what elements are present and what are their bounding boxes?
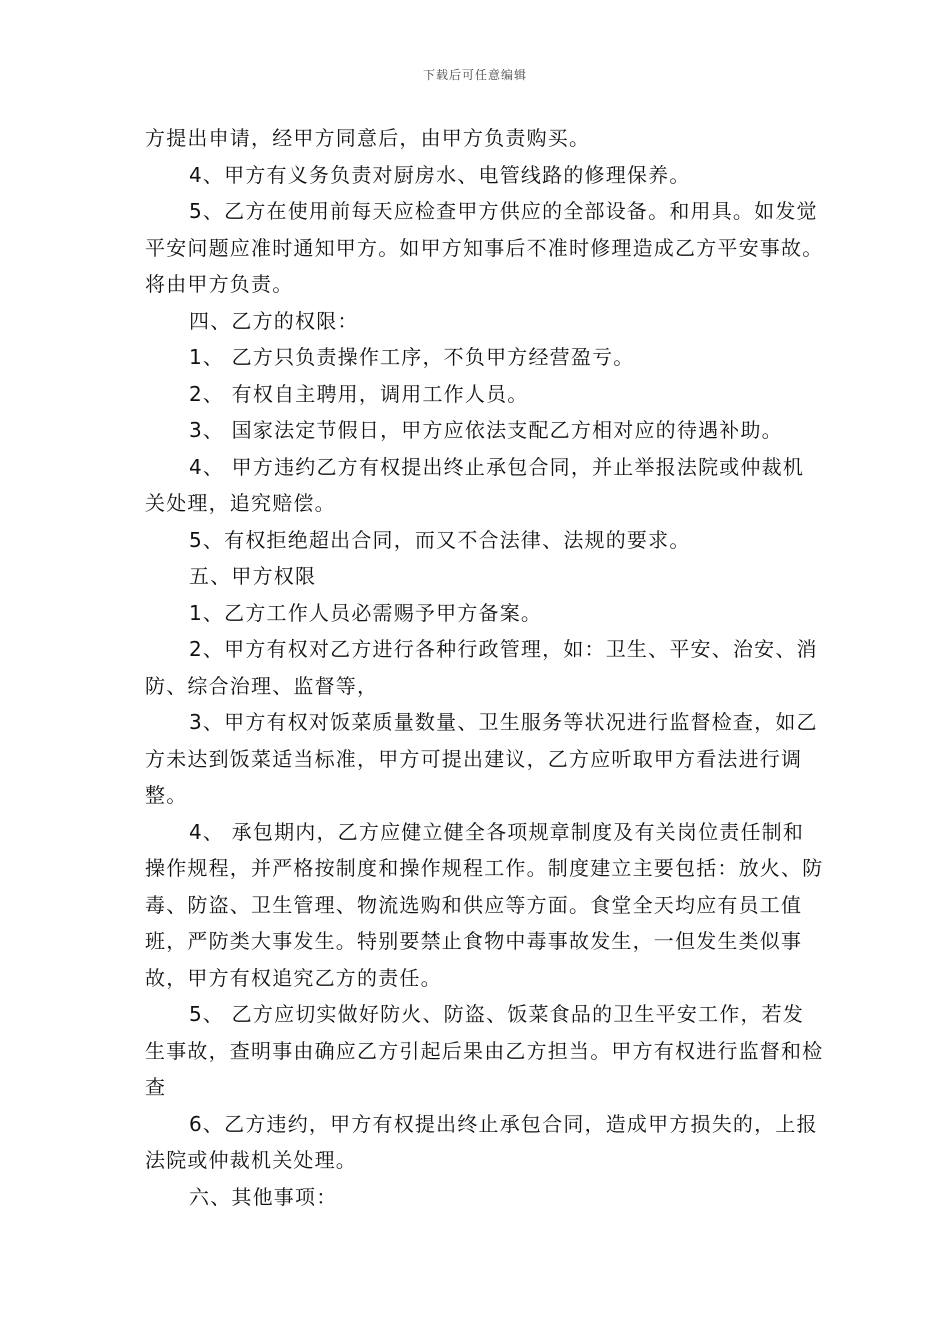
document-body bbox=[145, 120, 825, 1215]
page-header: 下载后可任意编辑 bbox=[422, 68, 527, 82]
paragraph-7: 3、 国家法定节假日，甲方应依法支配乙方相对应的待遇补助。 bbox=[189, 418, 783, 442]
paragraph-11: 1、乙方工作人员必需赐予甲方备案。 bbox=[189, 600, 543, 625]
section-heading-6: 六、其他事项： bbox=[189, 1184, 338, 1209]
paragraph-6: 2、 有权自主聘用，调用工作人员。 bbox=[189, 381, 529, 406]
paragraph-9: 5、有权拒绝超出合同，而又不合法律、法规的要求。 bbox=[189, 527, 691, 552]
paragraph-3: 5、乙方在使用前每天应检查甲方供应的全部设备。和用具。如发觉平安问题应准时通知甲方。如甲方知事后不准时修理造成乙方平安事故。将由甲方负责。 bbox=[145, 199, 824, 296]
paragraph-15: 5、 乙方应切实做好防火、防盗、饭菜食品的卫生平安工作，若发生事故，查明事由确应乙方引起后果由乙方担当。甲方有权进行监督和检查 bbox=[145, 1002, 824, 1099]
paragraph-16: 6、乙方违约，甲方有权提出终止承包合同，造成甲方损失的，上报法院或仲裁机关处理。 bbox=[145, 1111, 818, 1172]
paragraph-5: 1、 乙方只负责操作工序，不负甲方经营盈亏。 bbox=[189, 345, 635, 369]
paragraph-2: 4、甲方有义务负责对厨房水、电管线路的修理保养。 bbox=[189, 162, 691, 187]
paragraph-8: 4、 甲方违约乙方有权提出终止承包合同，并止举报法院或仲裁机关处理，追究赔偿。 bbox=[145, 454, 805, 515]
section-heading-4: 四、乙方的权限： bbox=[189, 308, 359, 333]
paragraph-12: 2、甲方有权对乙方进行各种行政管理，如：卫生、平安、治安、消防、综合治理、监督等， bbox=[145, 637, 818, 698]
section-heading-5: 五、甲方权限 bbox=[189, 564, 317, 588]
paragraph-13: 3、甲方有权对饭菜质量数量、卫生服务等状况进行监督检查，如乙方未达到饭菜适当标准，甲方可提出建议，乙方应听取甲方看法进行调整。 bbox=[145, 710, 818, 807]
paragraph-14: 4、 承包期内，乙方应健立健全各项规章制度及有关岗位责任制和操作规程，并严格按制度和操作规程工作。制度建立主要包括：放火、防毒、防盗、卫生管理、物流选购和供应等方面。食堂全天均应有员工值班，严防类大事发生。特别要禁止食物中毒事故发生，一但发生类似事故，甲方有权追究乙方的责任。 bbox=[145, 819, 824, 990]
paragraph-1: 方提出申请，经甲方同意后，由甲方负责购买。 bbox=[145, 126, 591, 150]
